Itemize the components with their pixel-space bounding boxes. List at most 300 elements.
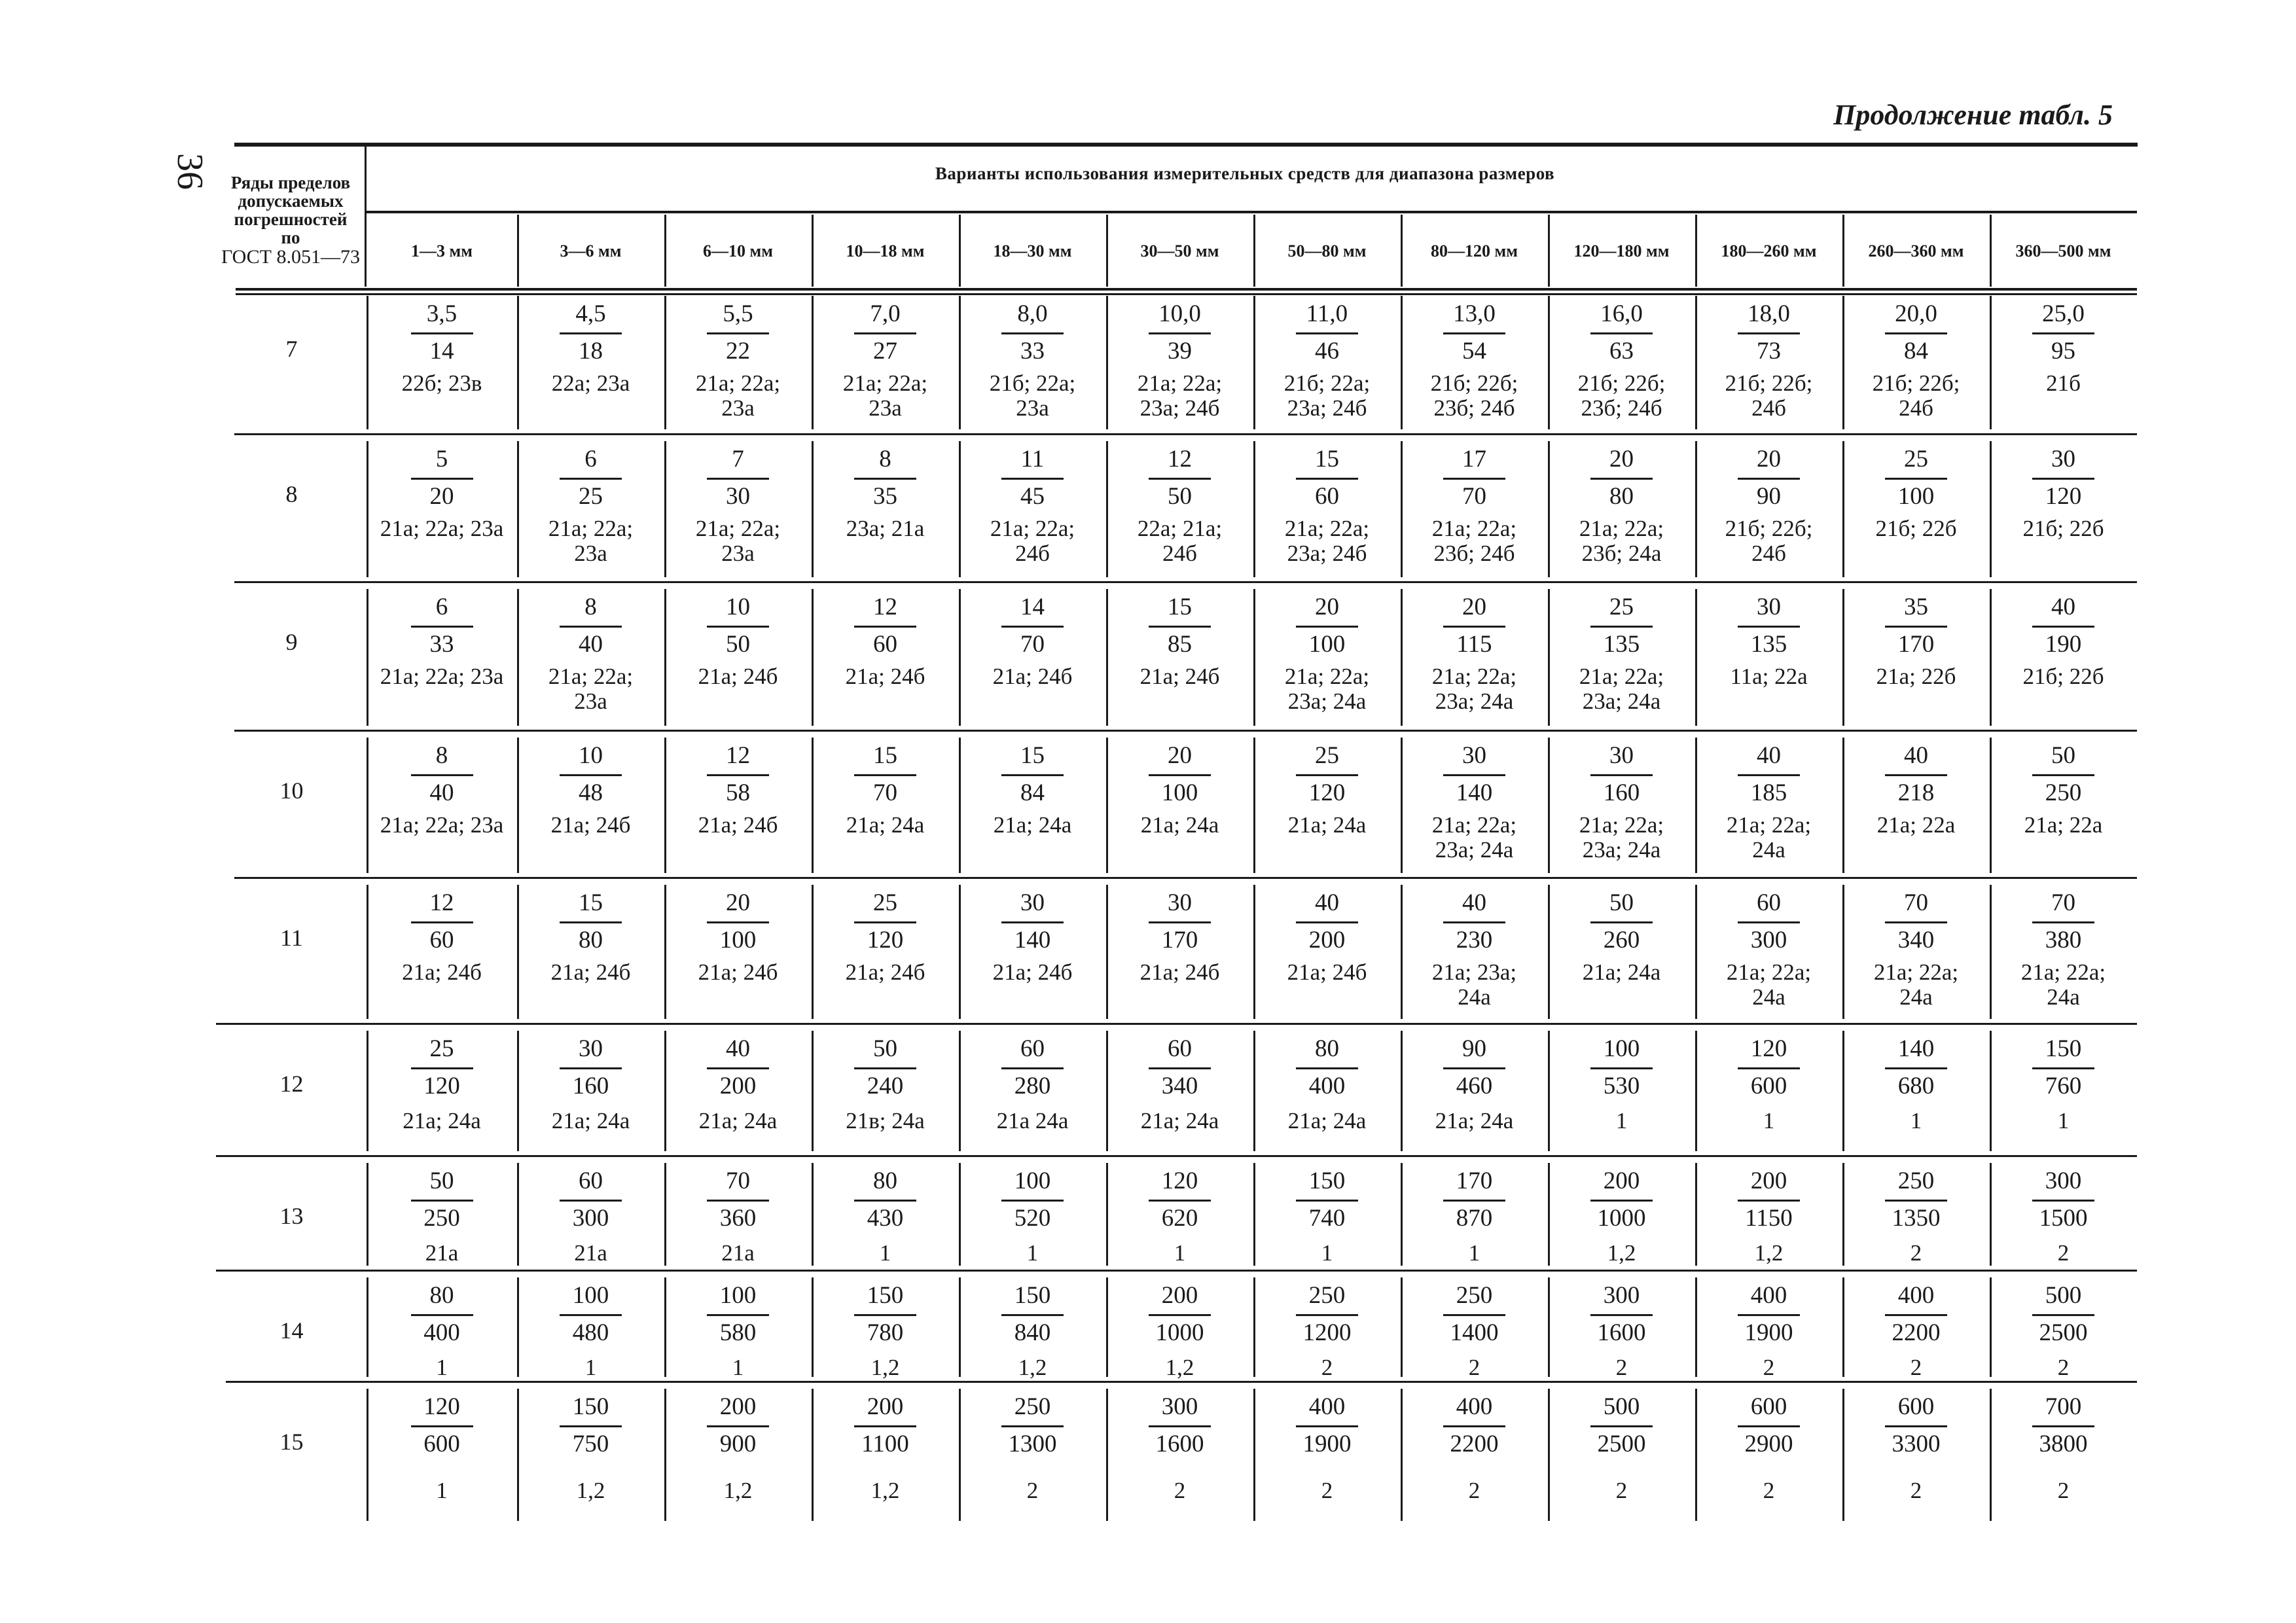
denominator: 95	[2051, 338, 2075, 365]
denominator: 300	[1750, 927, 1787, 954]
numerator: 150	[2045, 1035, 2082, 1062]
instrument-variants: 1	[1615, 1108, 1628, 1133]
fraction-bar	[707, 1200, 769, 1202]
row-label: 7	[285, 336, 298, 362]
numerator: 7,0	[870, 300, 901, 327]
fraction-bar	[1443, 774, 1505, 776]
instrument-variants: 21а; 24б	[992, 959, 1073, 985]
numerator: 20	[1462, 594, 1486, 620]
instrument-variants: 2	[1468, 1355, 1480, 1380]
fraction-bar	[1443, 626, 1505, 628]
denominator: 2500	[1597, 1431, 1646, 1457]
table-cell	[1990, 1035, 2137, 1133]
instrument-variants: 21а; 24а	[551, 1108, 630, 1133]
fraction-bar	[1149, 1200, 1211, 1202]
numerator: 25	[873, 889, 897, 916]
denominator: 600	[1750, 1073, 1787, 1099]
numerator: 4,5	[575, 300, 606, 327]
row-separator	[216, 1270, 2137, 1272]
instrument-variants: 21б; 22б; 23б; 24б	[1430, 370, 1518, 421]
denominator: 120	[867, 927, 904, 954]
table-cell	[517, 1167, 664, 1266]
numerator: 300	[2045, 1168, 2082, 1194]
instrument-variants: 1,2	[1018, 1355, 1047, 1380]
fraction-bar	[854, 626, 916, 628]
instrument-variants: 21а; 22а; 23а; 24а	[1579, 812, 1664, 863]
fraction-bar	[560, 478, 622, 480]
fraction-bar	[1296, 774, 1358, 776]
instrument-variants: 21а; 24б	[1287, 959, 1367, 985]
header-bottom-rule-2	[236, 293, 2137, 295]
numerator: 13,0	[1453, 300, 1496, 327]
denominator: 260	[1603, 927, 1640, 954]
instrument-variants: 1	[1763, 1108, 1775, 1133]
instrument-variants: 21а; 22а; 23а	[842, 370, 928, 421]
denominator: 170	[1161, 927, 1198, 954]
denominator: 27	[873, 338, 897, 365]
instrument-variants: 21б; 22б; 23б; 24б	[1577, 370, 1666, 421]
fraction-bar	[1443, 921, 1505, 923]
numerator: 80	[873, 1168, 897, 1194]
denominator: 58	[726, 779, 750, 806]
fraction-bar	[2032, 921, 2094, 923]
denominator: 50	[1168, 483, 1192, 510]
instrument-variants: 21а; 22а; 23а	[380, 664, 504, 689]
instrument-variants: 22б; 23в	[401, 370, 482, 396]
denominator: 240	[867, 1073, 904, 1099]
instrument-variants: 21а	[425, 1240, 459, 1266]
table-cell	[1695, 300, 1842, 421]
denominator: 480	[572, 1319, 609, 1346]
fraction-bar	[1590, 774, 1653, 776]
denominator: 30	[726, 483, 750, 510]
table-cell	[959, 1035, 1106, 1133]
fraction-bar	[854, 774, 916, 776]
instrument-variants: 21б; 22а; 23а; 24б	[1283, 370, 1371, 421]
instrument-variants: 21а; 22б	[1876, 664, 1956, 689]
denominator: 190	[2045, 631, 2082, 658]
instrument-variants: 1	[1321, 1240, 1333, 1266]
denominator: 18	[579, 338, 603, 365]
table-cell	[1401, 1393, 1548, 1503]
denominator: 100	[719, 927, 757, 954]
instrument-variants: 21а; 22а; 24а	[1873, 959, 1959, 1010]
denominator: 620	[1161, 1205, 1198, 1232]
fraction-bar	[707, 774, 769, 776]
row-separator	[234, 433, 2137, 435]
instrument-variants: 21а; 24б	[550, 812, 631, 838]
numerator: 40	[1315, 889, 1339, 916]
numerator: 400	[1750, 1282, 1787, 1309]
instrument-variants: 11а; 22а	[1730, 664, 1808, 689]
numerator: 150	[1014, 1282, 1051, 1309]
denominator: 870	[1456, 1205, 1493, 1232]
numerator: 25	[429, 1035, 454, 1062]
instrument-variants: 2	[2057, 1355, 2070, 1380]
numerator: 5,5	[723, 300, 753, 327]
denominator: 45	[1020, 483, 1045, 510]
table-cell	[1253, 1167, 1401, 1266]
fraction-bar	[1443, 478, 1505, 480]
table-cell	[812, 1167, 959, 1266]
denominator: 54	[1462, 338, 1486, 365]
denominator: 100	[1308, 631, 1346, 658]
table-cell	[812, 889, 959, 985]
numerator: 20	[1757, 446, 1781, 473]
numerator: 120	[423, 1393, 460, 1420]
numerator: 11	[1020, 446, 1045, 473]
denominator: 3300	[1892, 1431, 1941, 1457]
instrument-variants: 21а; 24а	[846, 812, 925, 838]
fraction-bar	[411, 332, 473, 334]
instrument-variants: 2	[1615, 1355, 1628, 1380]
denominator: 580	[719, 1319, 757, 1346]
table-cell	[367, 1035, 517, 1133]
denominator: 40	[579, 631, 603, 658]
fraction-bar	[2032, 332, 2094, 334]
instrument-variants: 1,2	[870, 1355, 900, 1380]
numerator: 8,0	[1017, 300, 1048, 327]
instrument-variants: 21а; 23а; 24а	[1431, 959, 1517, 1010]
denominator: 750	[572, 1431, 609, 1457]
denominator: 84	[1020, 779, 1045, 806]
numerator: 14	[1020, 594, 1045, 620]
denominator: 22	[726, 338, 750, 365]
denominator: 80	[579, 927, 603, 954]
instrument-variants: 2	[1174, 1478, 1186, 1503]
fraction-bar	[560, 921, 622, 923]
denominator: 280	[1014, 1073, 1051, 1099]
table-cell	[1106, 593, 1253, 689]
numerator: 150	[1308, 1168, 1346, 1194]
instrument-variants: 21а; 22а; 23б; 24б	[1431, 516, 1517, 566]
row-separator	[234, 730, 2137, 732]
instrument-variants: 21а; 24б	[1139, 664, 1220, 689]
table-cell	[1253, 445, 1401, 566]
denominator: 1350	[1892, 1205, 1941, 1232]
table-cell	[812, 593, 959, 689]
instrument-variants: 21б	[2046, 370, 2081, 396]
denominator: 400	[1308, 1073, 1346, 1099]
numerator: 500	[2045, 1282, 2082, 1309]
numerator: 200	[719, 1393, 757, 1420]
table-cell	[1842, 300, 1990, 421]
instrument-variants: 21а; 22а	[2024, 812, 2103, 838]
table-cell	[664, 300, 812, 421]
instrument-variants: 2	[1910, 1478, 1922, 1503]
instrument-variants: 21а; 24а	[993, 812, 1072, 838]
fraction-bar	[1738, 1425, 1800, 1427]
table-cell	[517, 1035, 664, 1133]
numerator: 20,0	[1895, 300, 1937, 327]
table-cell	[367, 889, 517, 985]
numerator: 70	[1904, 889, 1928, 916]
numerator: 12	[429, 889, 454, 916]
table-cell	[812, 741, 959, 838]
row-separator	[234, 877, 2137, 879]
table-cell	[1106, 1167, 1253, 1266]
denominator: 230	[1456, 927, 1493, 954]
numerator: 30	[1020, 889, 1045, 916]
table-cell	[1695, 889, 1842, 1010]
fraction-bar	[560, 332, 622, 334]
denominator: 200	[1308, 927, 1346, 954]
instrument-variants: 21а; 22а; 23а	[548, 516, 634, 566]
denominator: 50	[726, 631, 750, 658]
table-cell	[959, 593, 1106, 689]
numerator: 400	[1897, 1282, 1935, 1309]
table-cell	[367, 593, 517, 689]
instrument-variants: 21а; 24б	[698, 812, 778, 838]
table-cell	[812, 1035, 959, 1133]
table-cell	[1842, 1393, 1990, 1503]
fraction-bar	[411, 1314, 473, 1316]
numerator: 25	[1904, 446, 1928, 473]
fraction-bar	[2032, 626, 2094, 628]
instrument-variants: 2	[1615, 1478, 1628, 1503]
numerator: 30	[579, 1035, 603, 1062]
table-cell	[1695, 1167, 1842, 1266]
instrument-variants: 2	[1763, 1355, 1775, 1380]
numerator: 700	[2045, 1393, 2082, 1420]
fraction-bar	[707, 1067, 769, 1069]
fraction-bar	[1443, 1200, 1505, 1202]
instrument-variants: 21а 24а	[996, 1108, 1069, 1133]
table-cell	[1695, 1281, 1842, 1380]
fraction-bar	[411, 1425, 473, 1427]
table-cell	[1695, 741, 1842, 863]
fraction-bar	[1885, 626, 1947, 628]
instrument-variants: 21а; 24б	[845, 959, 925, 985]
numerator: 12	[873, 594, 897, 620]
table-cell	[1842, 445, 1990, 541]
table-cell	[1401, 1035, 1548, 1133]
instrument-variants: 2	[2057, 1478, 2070, 1503]
denominator: 160	[1603, 779, 1640, 806]
denominator: 140	[1014, 927, 1051, 954]
numerator: 8	[435, 742, 448, 769]
table-cell	[1548, 1281, 1695, 1380]
numerator: 15	[1315, 446, 1339, 473]
denominator: 780	[867, 1319, 904, 1346]
denominator: 120	[423, 1073, 460, 1099]
fraction-bar	[707, 332, 769, 334]
table-cell	[1548, 1167, 1695, 1266]
denominator: 740	[1308, 1205, 1346, 1232]
instrument-variants: 21а; 24б	[1139, 959, 1220, 985]
denominator: 25	[579, 483, 603, 510]
instrument-variants: 1,2	[870, 1478, 900, 1503]
numerator: 40	[1757, 742, 1781, 769]
denominator: 1400	[1450, 1319, 1499, 1346]
instrument-variants: 21б; 22б; 24б	[1725, 516, 1813, 566]
fraction-bar	[1149, 1067, 1211, 1069]
numerator: 200	[867, 1393, 904, 1420]
denominator: 840	[1014, 1319, 1051, 1346]
fraction-bar	[2032, 1067, 2094, 1069]
instrument-variants: 21б; 22б	[2022, 516, 2104, 541]
denominator: 100	[1161, 779, 1198, 806]
instrument-variants: 21а; 22а; 23а	[695, 370, 781, 421]
table-cell	[1401, 1167, 1548, 1266]
table-cell	[1842, 1035, 1990, 1133]
row-separator	[216, 1155, 2137, 1157]
denominator: 100	[1897, 483, 1935, 510]
denominator: 20	[429, 483, 454, 510]
fraction-bar	[1296, 1314, 1358, 1316]
numerator: 40	[1462, 889, 1486, 916]
fraction-bar	[854, 1314, 916, 1316]
denominator: 70	[873, 779, 897, 806]
table-cell	[1695, 1393, 1842, 1503]
instrument-variants: 1,2	[723, 1478, 753, 1503]
denominator: 2500	[2039, 1319, 2088, 1346]
row-separator	[226, 1381, 2137, 1383]
table-cell	[1695, 445, 1842, 566]
table-cell	[1842, 741, 1990, 838]
instrument-variants: 21а; 24а	[698, 1108, 778, 1133]
numerator: 25,0	[2042, 300, 2085, 327]
fraction-bar	[1001, 478, 1064, 480]
denominator: 1600	[1597, 1319, 1646, 1346]
instrument-variants: 21а; 22а; 24а	[1726, 812, 1812, 863]
denominator: 380	[2045, 927, 2082, 954]
stub-header-line: ГОСТ 8.051—73	[221, 246, 360, 268]
denominator: 63	[1609, 338, 1634, 365]
numerator: 15	[1168, 594, 1192, 620]
fraction-bar	[1590, 1067, 1653, 1069]
fraction-bar	[707, 1314, 769, 1316]
fraction-bar	[707, 1425, 769, 1427]
instrument-variants: 21б; 22а; 23а	[989, 370, 1076, 421]
instrument-variants: 2	[1910, 1355, 1922, 1380]
instrument-variants: 21а; 22а; 24а	[1726, 959, 1812, 1010]
instrument-variants: 1,2	[576, 1478, 605, 1503]
instrument-variants: 21а; 22а; 23б; 24а	[1579, 516, 1664, 566]
denominator: 185	[1750, 779, 1787, 806]
table-cell	[812, 1393, 959, 1503]
fraction-bar	[1443, 1425, 1505, 1427]
fraction-bar	[1001, 1067, 1064, 1069]
instrument-variants: 21а; 22а; 23а; 24б	[1284, 516, 1370, 566]
instrument-variants: 2	[2057, 1240, 2070, 1266]
row-label: 15	[279, 1429, 304, 1455]
denominator: 80	[1609, 483, 1634, 510]
table-cell	[959, 445, 1106, 566]
numerator: 300	[1603, 1282, 1640, 1309]
fraction-bar	[2032, 774, 2094, 776]
table-cell	[517, 741, 664, 838]
fraction-bar	[1738, 774, 1800, 776]
numerator: 15	[579, 889, 603, 916]
denominator: 70	[1462, 483, 1486, 510]
table-cell	[664, 741, 812, 838]
fraction-bar	[1149, 774, 1211, 776]
instrument-variants: 1	[1910, 1108, 1922, 1133]
numerator: 80	[429, 1282, 454, 1309]
instrument-variants: 21а; 22а; 24б	[990, 516, 1075, 566]
table-cell	[367, 1167, 517, 1266]
numerator: 60	[579, 1168, 603, 1194]
table-cell	[367, 1393, 517, 1503]
numerator: 170	[1456, 1168, 1493, 1194]
table-cell	[959, 1167, 1106, 1266]
numerator: 8	[879, 446, 891, 473]
instrument-variants: 2	[1026, 1478, 1039, 1503]
denominator: 33	[429, 631, 454, 658]
row-label: 14	[279, 1317, 304, 1344]
instrument-variants: 1	[732, 1355, 744, 1380]
numerator: 120	[1161, 1168, 1198, 1194]
stub-header-line: по	[281, 228, 300, 247]
numerator: 80	[1315, 1035, 1339, 1062]
fraction-bar	[2032, 1200, 2094, 1202]
instrument-variants: 21а; 22а; 23а; 24б	[1137, 370, 1223, 421]
table-cell	[812, 1281, 959, 1380]
fraction-bar	[1001, 1314, 1064, 1316]
fraction-bar	[1590, 921, 1653, 923]
denominator: 35	[873, 483, 897, 510]
denominator: 90	[1757, 483, 1781, 510]
table-cell	[367, 1281, 517, 1380]
table-cell	[812, 445, 959, 541]
fraction-bar	[411, 921, 473, 923]
fraction-bar	[1885, 774, 1947, 776]
denominator: 73	[1757, 338, 1781, 365]
column-header: 3—6 мм	[560, 241, 622, 260]
denominator: 300	[572, 1205, 609, 1232]
column-header: 80—120 мм	[1431, 241, 1518, 260]
numerator: 20	[1609, 446, 1634, 473]
table-cell	[1548, 741, 1695, 863]
fraction-bar	[1001, 626, 1064, 628]
numerator: 20	[1168, 742, 1192, 769]
table-cell	[1990, 1393, 2137, 1503]
numerator: 300	[1161, 1393, 1198, 1420]
fraction-bar	[1885, 1314, 1947, 1316]
instrument-variants: 21а; 24а	[1287, 1108, 1367, 1133]
table-cell	[664, 889, 812, 985]
numerator: 100	[719, 1282, 757, 1309]
denominator: 14	[429, 338, 454, 365]
denominator: 3800	[2039, 1431, 2088, 1457]
fraction-bar	[1885, 332, 1947, 334]
table-cell	[1548, 593, 1695, 714]
instrument-variants: 21б; 22б	[1875, 516, 1957, 541]
denominator: 2200	[1892, 1319, 1941, 1346]
denominator: 1500	[2039, 1205, 2088, 1232]
table-cell	[1401, 300, 1548, 421]
denominator: 218	[1897, 779, 1935, 806]
denominator: 46	[1315, 338, 1339, 365]
row-label: 9	[285, 629, 298, 655]
table-cell	[1253, 889, 1401, 985]
fraction-bar	[1590, 626, 1653, 628]
denominator: 340	[1897, 927, 1935, 954]
fraction-bar	[1443, 332, 1505, 334]
fraction-bar	[1590, 1314, 1653, 1316]
column-header: 30—50 мм	[1140, 241, 1219, 260]
numerator: 50	[873, 1035, 897, 1062]
instrument-variants: 21а; 24а	[403, 1108, 481, 1133]
numerator: 10	[579, 742, 603, 769]
table-cell	[1695, 593, 1842, 689]
instrument-variants: 21а; 22а; 24а	[2020, 959, 2106, 1010]
table-cell	[1106, 1393, 1253, 1503]
row-label: 10	[279, 777, 304, 804]
table-cell	[1106, 889, 1253, 985]
fraction-bar	[560, 626, 622, 628]
